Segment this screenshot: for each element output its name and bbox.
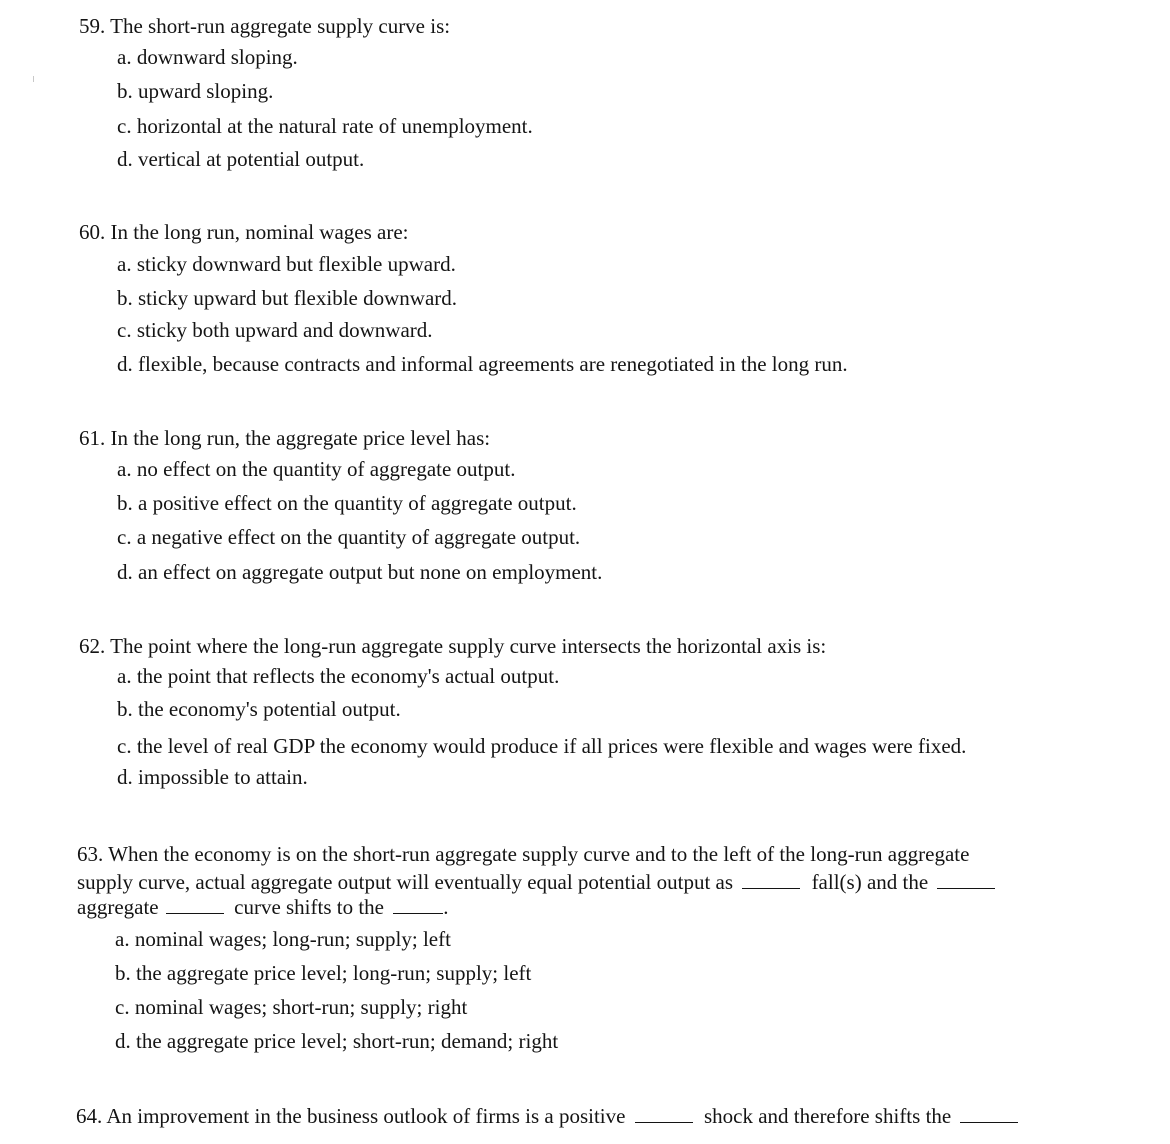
question-stem-line-3 xyxy=(77,895,449,919)
option-c: c. nominal wages; short-run; supply; right xyxy=(115,995,468,1019)
question-stem: 61. In the long run, the aggregate price level has: xyxy=(79,426,491,450)
question-stem xyxy=(76,1104,1018,1128)
answer-blank xyxy=(937,870,995,889)
option-d: d. the aggregate price level; short-run; demand; right xyxy=(115,1029,559,1053)
option-a: a. no effect on the quantity of aggregate output. xyxy=(117,457,516,481)
scan-edge-mark xyxy=(33,76,34,82)
question-stem: 60. In the long run, nominal wages are: xyxy=(79,220,409,244)
answer-blank xyxy=(393,895,443,914)
option-b: b. the economy's potential output. xyxy=(117,697,401,721)
option-c: c. a negative effect on the quantity of aggregate output. xyxy=(117,525,581,549)
option-d: d. an effect on aggregate output but none on employment. xyxy=(117,560,603,584)
answer-blank xyxy=(635,1104,693,1123)
option-d: d. flexible, because contracts and informal agreements are renegotiated in the long run. xyxy=(117,352,848,376)
option-d: d. vertical at potential output. xyxy=(117,147,365,171)
question-stem: 59. The short-run aggregate supply curve is: xyxy=(79,14,451,38)
stem-text: curve shifts to the xyxy=(234,895,385,919)
question-stem: 62. The point where the long-run aggregate supply curve intersects the horizontal axis is: xyxy=(79,634,827,658)
option-b: b. upward sloping. xyxy=(117,79,274,103)
option-a: a. the point that reflects the economy's actual output. xyxy=(117,664,560,688)
option-b: b. the aggregate price level; long-run; supply; left xyxy=(115,961,532,985)
option-b: b. sticky upward but flexible downward. xyxy=(117,286,458,310)
option-c: c. horizontal at the natural rate of unemployment. xyxy=(117,114,533,138)
option-a: a. sticky downward but flexible upward. xyxy=(117,252,456,276)
stem-text: supply curve, actual aggregate output will eventually equal potential output as xyxy=(77,870,734,894)
option-b: b. a positive effect on the quantity of aggregate output. xyxy=(117,491,577,515)
option-c: c. the level of real GDP the economy would produce if all prices were flexible and wages were fixed. xyxy=(117,734,967,758)
option-c: c. sticky both upward and downward. xyxy=(117,318,433,342)
question-stem-line-2 xyxy=(77,870,995,894)
stem-text: aggregate xyxy=(77,895,159,919)
answer-blank xyxy=(166,895,224,914)
option-d: d. impossible to attain. xyxy=(117,765,308,789)
stem-text: . xyxy=(443,895,449,919)
stem-text: 64. An improvement in the business outlook of firms is a positive xyxy=(76,1104,626,1128)
option-a: a. downward sloping. xyxy=(117,45,298,69)
stem-text: shock and therefore shifts the xyxy=(703,1104,952,1128)
answer-blank xyxy=(742,870,800,889)
option-a: a. nominal wages; long-run; supply; left xyxy=(115,927,451,951)
answer-blank xyxy=(960,1104,1018,1123)
stem-text: fall(s) and the xyxy=(811,870,929,894)
question-stem-line-1: 63. When the economy is on the short-run aggregate supply curve and to the left of the long-run aggregate xyxy=(77,842,970,866)
